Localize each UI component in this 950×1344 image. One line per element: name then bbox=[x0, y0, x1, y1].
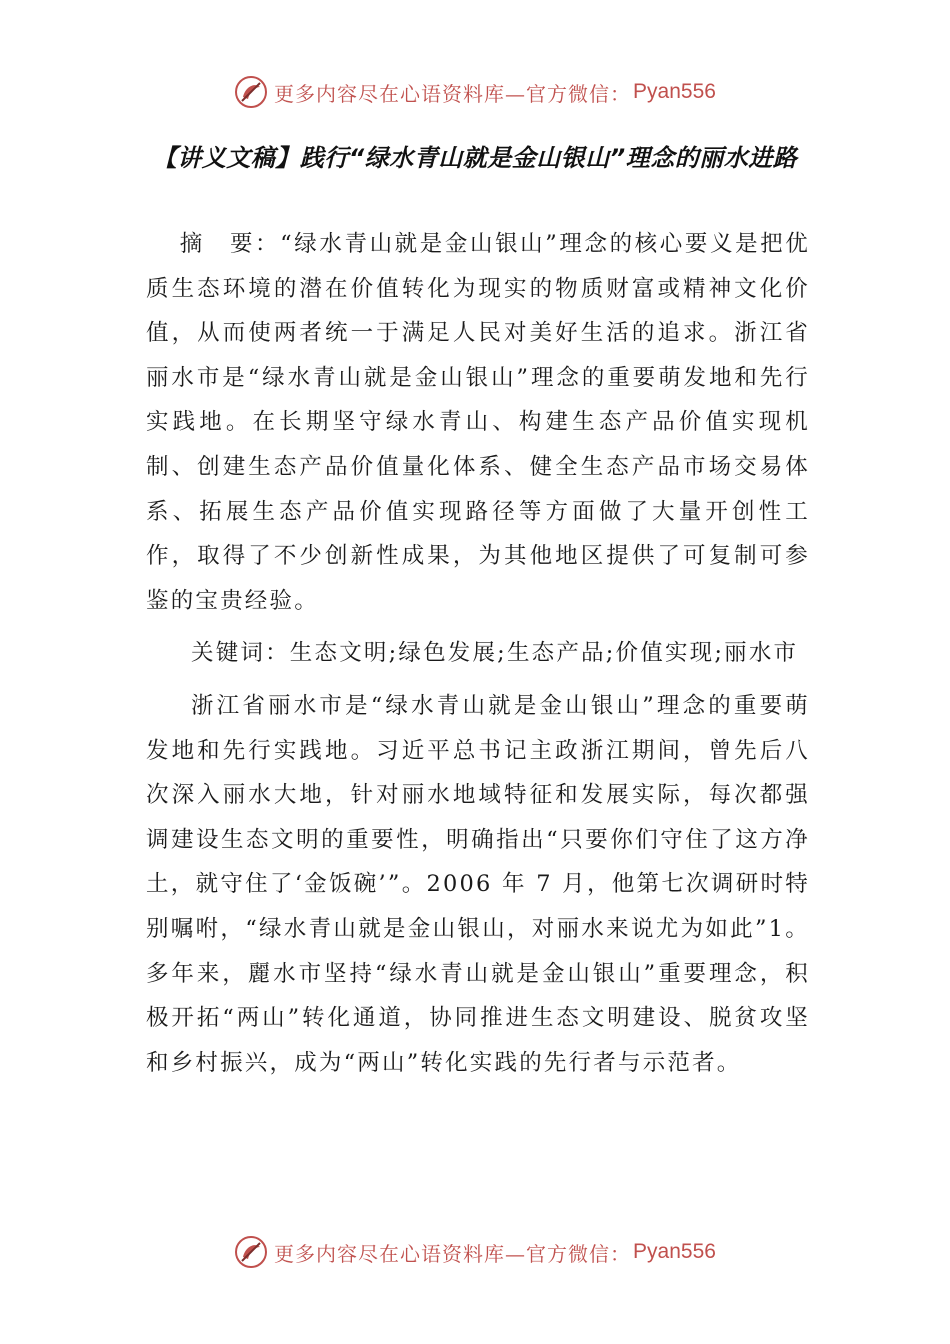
banner-wechat-handle: Pyan556 bbox=[633, 1240, 716, 1263]
banner-wechat-handle: Pyan556 bbox=[633, 80, 716, 103]
logo-icon bbox=[234, 75, 268, 109]
document-body bbox=[146, 222, 810, 1093]
logo-icon bbox=[234, 1235, 268, 1269]
abstract-paragraph: 摘 要：“绿水青山就是金山银山”理念的核心要义是把优质生态环境的潜在价值转化为现实的物质财富或精神文化价值，从而使两者统一于满足人民对美好生活的追求。浙江省丽水市是“绿水青山就是金山银山”理念的重要萌发地和先行实践地。在长期坚守绿水青山、构建生态产品价值实现机制、创建生态产品价值量化体系、健全生态产品市场交易体系、拓展生态产品价值实现路径等方面做了大量开创性工作，取得了不少创新性成果，为其他地区提供了可复制可参鉴的宝贵经验。 bbox=[146, 231, 810, 614]
body-paragraph: 浙江省丽水市是“绿水青山就是金山银山”理念的重要萌发地和先行实践地。习近平总书记主政浙江期间，曾先后八次深入丽水大地，针对丽水地域特征和发展实际，每次都强调建设生态文明的重要性，明确指出“只要你们守住了这方净土，就守住了‘金饭碗’”。2006 年 7 月，他第七次调研时特别嘱咐，“绿水青山就是金山银山，对丽水来说尤为如此”1。多年来，麗水市坚持“绿水青山就是金山银山”重要理念，积极开拓“两山”转化通道，协同推进生态文明建设、脱贫攻坚和乡村振兴，成为“两山”转化实践的先行者与示范者。 bbox=[146, 692, 810, 1076]
banner-text: 更多内容尽在心语资料库—官方微信： bbox=[274, 81, 632, 106]
footer-banner bbox=[0, 1232, 950, 1272]
document-title: 【讲义文稿】践行“绿水青山就是金山银山”理念的丽水进路 bbox=[152, 144, 798, 172]
keywords-paragraph: 关键词：生态文明;绿色发展;生态产品;价值实现;丽水市 bbox=[191, 640, 799, 667]
header-banner bbox=[0, 72, 950, 112]
banner-text: 更多内容尽在心语资料库—官方微信： bbox=[274, 1241, 632, 1266]
